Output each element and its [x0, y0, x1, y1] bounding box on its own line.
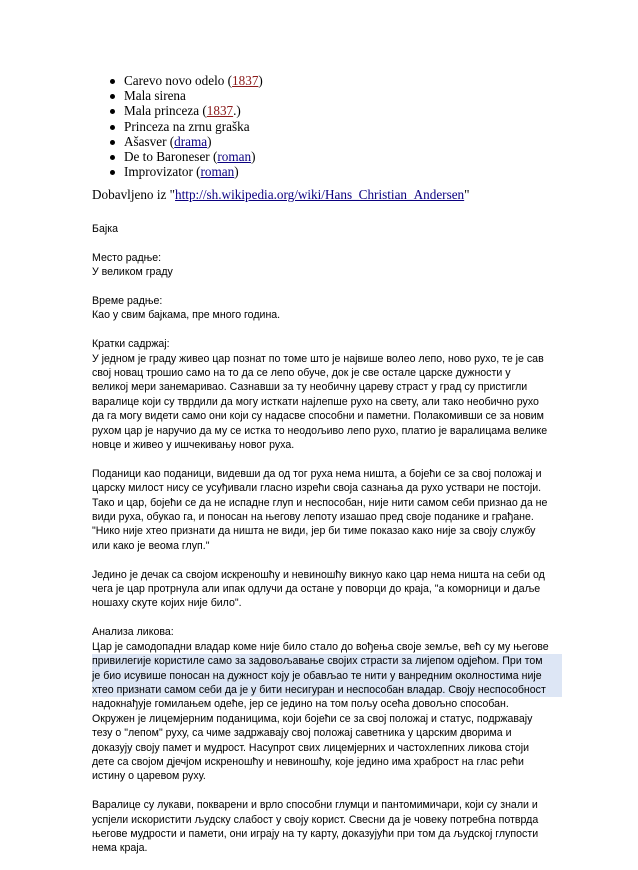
text-line: успјели искористити људску слабост у своју корист. Свесни да је човеку потребна потврда — [92, 813, 539, 826]
text-line: У једном је граду живео цар познат по томе што је највише волео лепо, ново рухо, те је сав — [92, 352, 544, 365]
text-line: нема краја. — [92, 842, 148, 855]
text-line: У великом граду — [92, 266, 173, 279]
year-link[interactable]: 1837 — [206, 103, 234, 119]
text-line: "Нико није хтео признати да ништа не види, јер би тиме показао како није за своју службу — [92, 525, 536, 538]
genre-link[interactable]: roman — [200, 164, 235, 180]
text-line: Окружен је лицемјерним поданицима, који бојећи се за свој положај и статус, подржавају — [92, 712, 533, 725]
text-line: Кратки садржај: — [92, 338, 170, 351]
list-item: De to Baroneser (roman) — [108, 149, 263, 164]
year-link[interactable]: 1837 — [232, 73, 259, 88]
paragraph — [92, 337, 562, 452]
text-line: варалице који су тврдили да могу исткати најлепше рухо на свету, али тако необично рухо — [92, 395, 539, 408]
text-line: његове мудрости и памети, они играју на ту карту, доказујући при том да људској глупости — [92, 827, 539, 840]
paragraph — [92, 568, 562, 611]
genre-link[interactable]: roman — [217, 149, 252, 165]
genre-link[interactable]: drama — [174, 133, 208, 149]
list-item: Mala sirena — [108, 88, 263, 103]
text-line: тезу о "лепом" руху, са чиме задржавају свој положај саветника у царским дворима и — [92, 727, 512, 740]
text-line: види руха, обукао га, и поносан на његову лепоту изашао пред своје поданике и грађане. — [92, 511, 534, 524]
text-line: чега је цар протрнула али ипак одлучи да остане у поворци до краја, "а коморници и даље — [92, 583, 541, 596]
text-line: доказују своју памет и мудрост. Насупрот свих лицемјерних и частохлепних ликова стоји — [92, 741, 530, 754]
text-line: ношаху скуте којих није било". — [92, 597, 242, 610]
text-line: је био исувише поносан на дужност коју је обављао те нити у ванредним околностима није — [92, 669, 562, 683]
text-line: Бајка — [92, 223, 118, 235]
text-line: дете са својом дјечјом искреношћу и невиношћу, које једино има храброст на глас рећи — [92, 755, 524, 768]
paragraph — [92, 294, 562, 323]
text-line: надокнађује гомилањем одеће, јер се једино на том пољу осећа довољно способан. — [92, 698, 509, 711]
paragraph — [92, 251, 562, 280]
text-line: да га могу видети само они који су надасве способни и паметни. Полакомивши се за новим — [92, 410, 544, 423]
text-line: истину о царевом руху. — [92, 770, 206, 783]
list-item: Carevo novo odelo (1837) — [108, 73, 263, 88]
list-item: Ašasver (drama) — [108, 134, 263, 149]
list-item: Princeza na zrnu graška — [108, 119, 263, 134]
text-line: рухом цар је наручио да му се истка то неодољиво лепо рухо, платио је варалицама велике — [92, 424, 548, 437]
text-line: Тако и цар, бојећи се да не испадне глуп и неспособан, није нити самом себи признао да не — [92, 496, 548, 509]
text-line: Цар је самодопадни владар коме није било стало до вођења своје земље, већ су му његове — [92, 640, 549, 653]
text-line: свој новац трошио само на то да се лепо обуче, док је све остале царске дужности у — [92, 367, 511, 380]
text-line: Варалице су лукави, покварени и врло способни глумци и пантомимичари, који су знали и — [92, 799, 538, 812]
text-line: Као у свим бајкама, пре много година. — [92, 309, 281, 322]
text-line: Анализа ликова: — [92, 626, 174, 639]
text-line: великој мери занемаривао. Сазнавши за ту необичну цареву страст у град су пристигли — [92, 381, 528, 394]
source-url-link[interactable]: http://sh.wikipedia.org/wiki/Hans_Christian_Andersen — [175, 187, 465, 202]
paragraph — [92, 798, 562, 856]
text-line: Поданици као поданици, видевши да од тог руха нема ништа, а бојећи се за свој положај и — [92, 467, 542, 480]
text-line: Једино је дечак са својом искреношћу и невиношћу викнуо како цар нема ништа на себи од — [92, 568, 545, 581]
text-line: привилегије користиле само за задовољавање својих страсти за лијепом одјећом. При том — [92, 654, 562, 668]
retrieved-from-line: Dobavljeno iz "http://sh.wikipedia.org/wiki/Hans_Christian_Andersen" — [92, 187, 470, 202]
paragraph — [92, 467, 562, 553]
article-body — [92, 222, 562, 870]
list-item: Improvizator (roman) — [108, 164, 263, 179]
text-line: царску милост нису се усуђивали гласно изрећи своја сазнања да рухо уствари не постоји. — [92, 482, 542, 495]
text-line: новце и живео у ишчекивању новог руха. — [92, 439, 295, 452]
list-item: Mala princeza (1837.) — [108, 103, 263, 118]
paragraph — [92, 222, 562, 236]
text-line: Време радње: — [92, 295, 163, 307]
text-line: или како је веома глуп." — [92, 539, 210, 552]
text-line: Место радње: — [92, 251, 162, 264]
text-line: хтео признати самом себи да је у бити несигуран и неспособан владар. Своју неспособност — [92, 683, 562, 697]
paragraph — [92, 625, 562, 783]
works-list — [108, 73, 263, 179]
